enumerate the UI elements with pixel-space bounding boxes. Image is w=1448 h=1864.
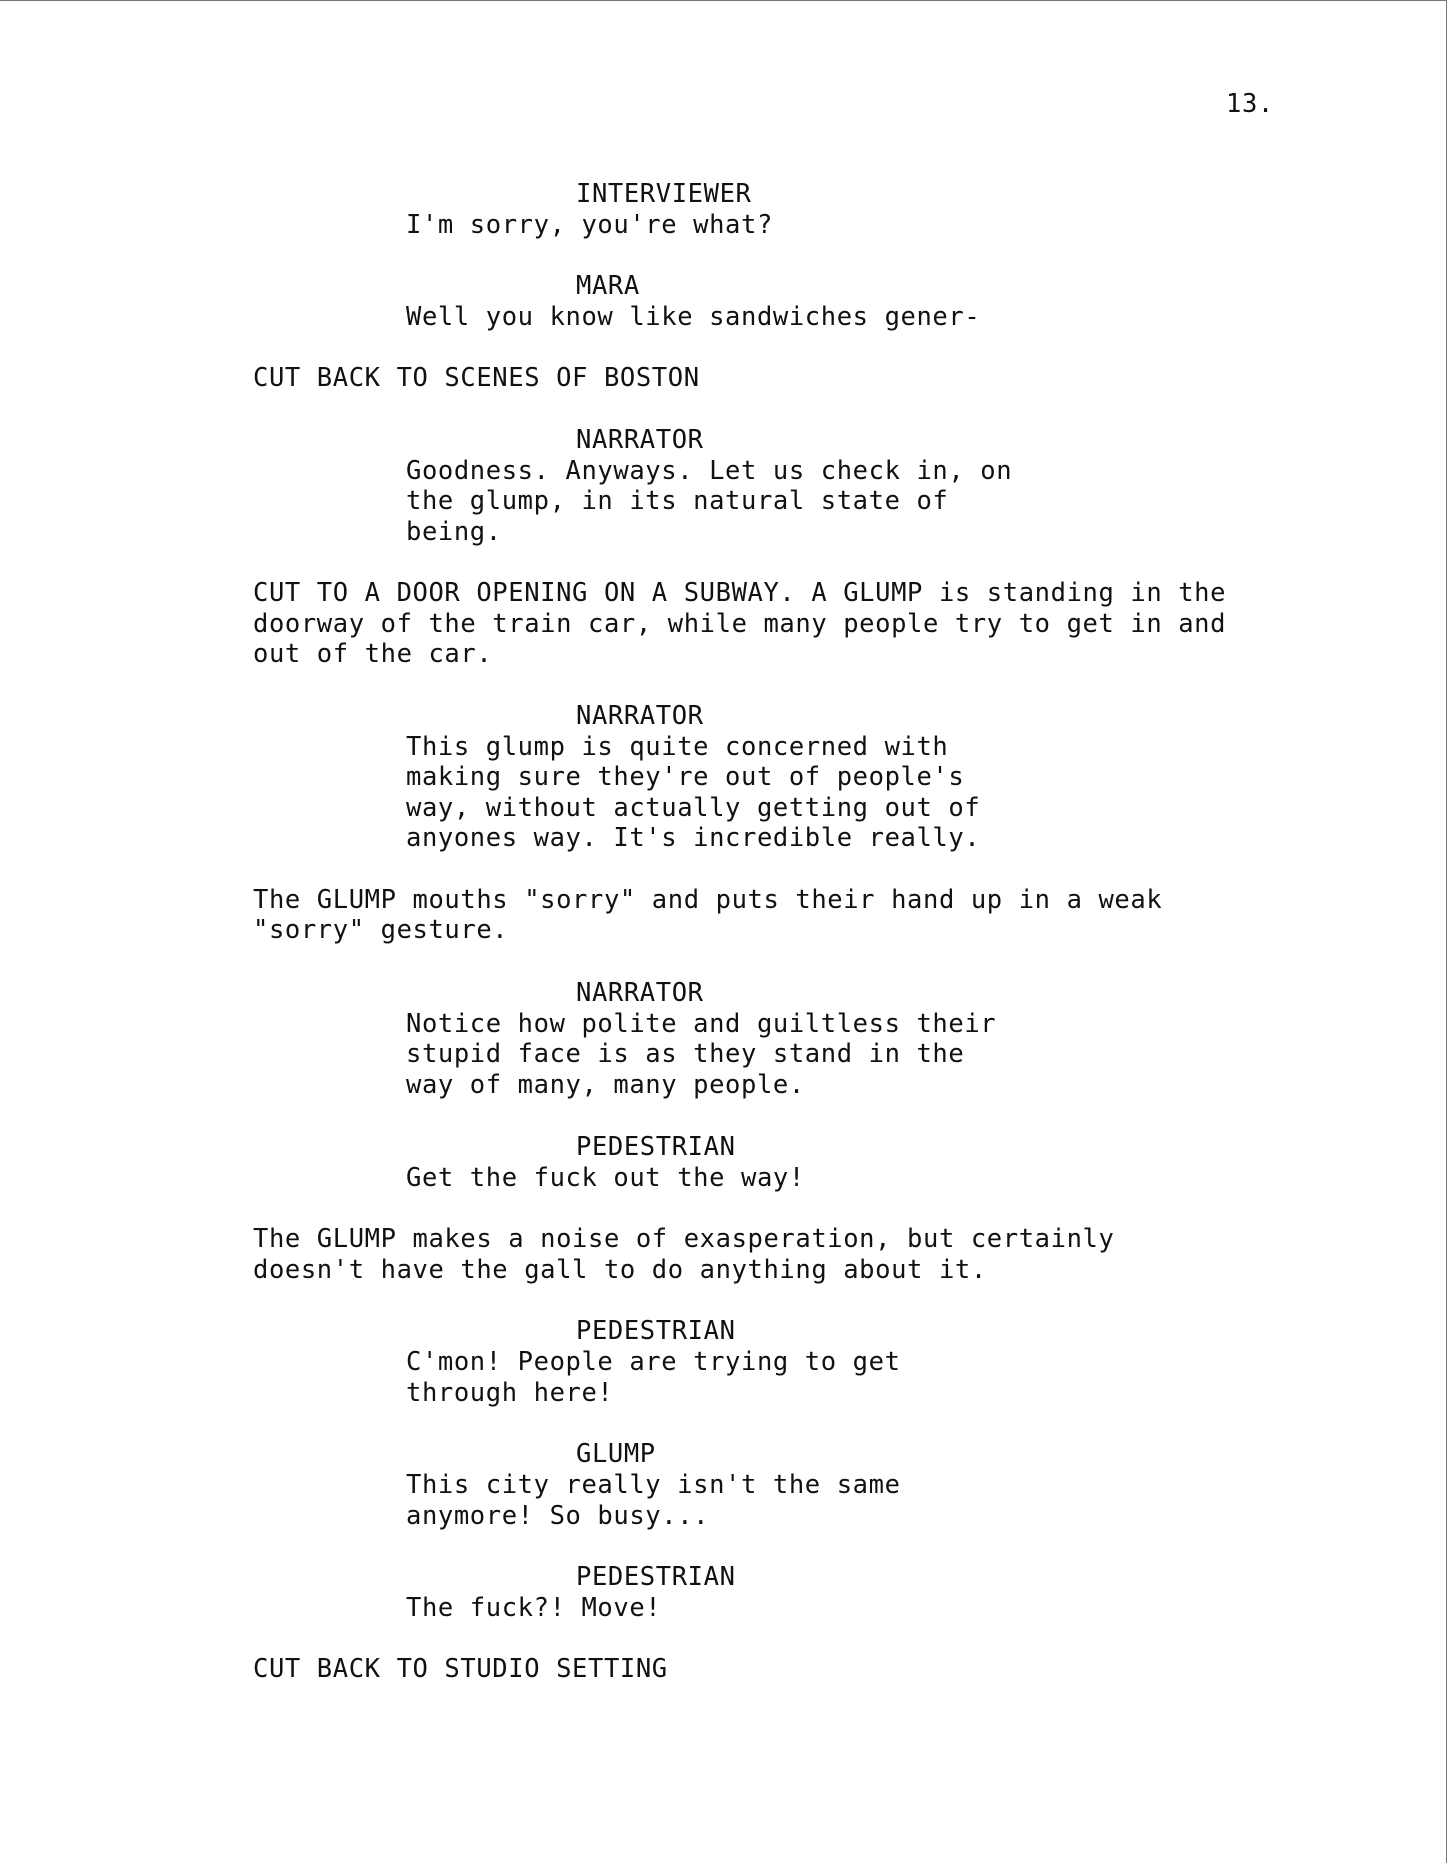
dialogue-line: Get the fuck out the way!	[406, 1163, 805, 1193]
action-line: The GLUMP mouths "sorry" and puts their hand up in a weak	[253, 885, 1163, 915]
action-line: out of the car.	[253, 639, 493, 669]
action-line: The GLUMP makes a noise of exasperation, but certainly	[253, 1224, 1115, 1254]
character-name: PEDESTRIAN	[576, 1562, 736, 1592]
dialogue-line: anyones way. It's incredible really.	[406, 823, 981, 853]
character-name: GLUMP	[576, 1439, 656, 1469]
character-name: INTERVIEWER	[576, 179, 752, 209]
character-name: NARRATOR	[576, 425, 704, 455]
action-line: CUT BACK TO STUDIO SETTING	[253, 1654, 668, 1684]
action-line: doesn't have the gall to do anything about it.	[253, 1255, 987, 1285]
dialogue-line: Notice how polite and guiltless their	[406, 1009, 997, 1039]
action-line: CUT TO A DOOR OPENING ON A SUBWAY. A GLUMP is standing in the	[253, 578, 1227, 608]
dialogue-line: way of many, many people.	[406, 1070, 805, 1100]
dialogue-line: stupid face is as they stand in the	[406, 1039, 965, 1069]
action-line: doorway of the train car, while many people try to get in and	[253, 609, 1227, 639]
dialogue-line: way, without actually getting out of	[406, 793, 981, 823]
character-name: PEDESTRIAN	[576, 1316, 736, 1346]
character-name: NARRATOR	[576, 701, 704, 731]
page-number: 13.	[1226, 89, 1274, 119]
dialogue-line: This city really isn't the same	[406, 1470, 901, 1500]
dialogue-line: Well you know like sandwiches gener-	[406, 302, 981, 332]
dialogue-line: through here!	[406, 1378, 614, 1408]
dialogue-line: C'mon! People are trying to get	[406, 1347, 901, 1377]
character-name: MARA	[576, 271, 640, 301]
action-line: "sorry" gesture.	[253, 915, 509, 945]
dialogue-line: I'm sorry, you're what?	[406, 210, 773, 240]
character-name: PEDESTRIAN	[576, 1132, 736, 1162]
character-name: NARRATOR	[576, 978, 704, 1008]
dialogue-line: anymore! So busy...	[406, 1501, 710, 1531]
dialogue-line: This glump is quite concerned with	[406, 732, 949, 762]
dialogue-line: being.	[406, 517, 502, 547]
action-line: CUT BACK TO SCENES OF BOSTON	[253, 363, 700, 393]
dialogue-line: making sure they're out of people's	[406, 762, 965, 792]
dialogue-line: Goodness. Anyways. Let us check in, on	[406, 456, 1013, 486]
dialogue-line: The fuck?! Move!	[406, 1593, 662, 1623]
dialogue-line: the glump, in its natural state of	[406, 486, 949, 516]
